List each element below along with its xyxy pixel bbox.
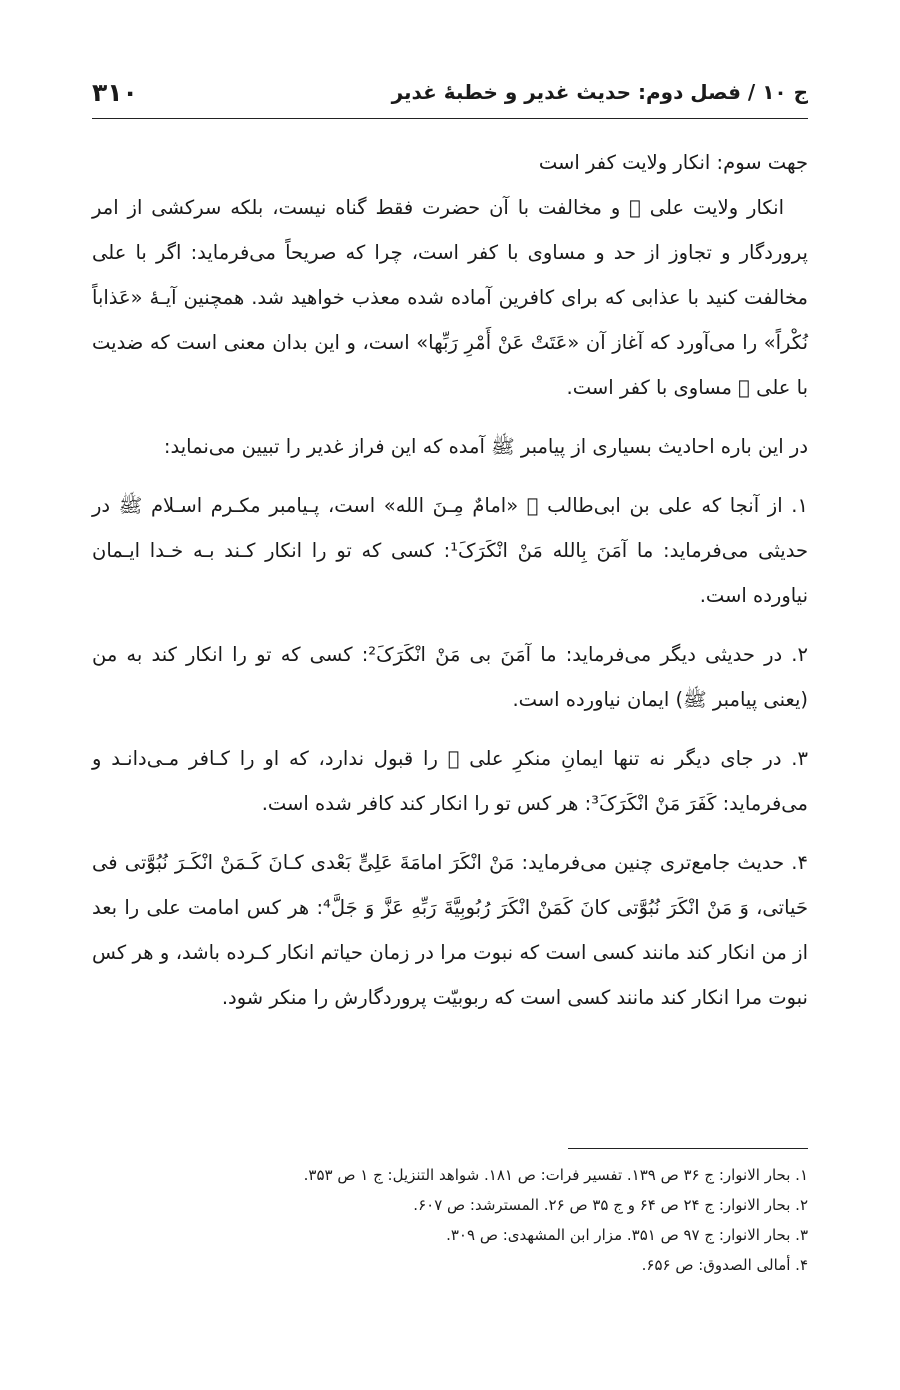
- paragraph-5: ۳. در جای دیگر نه تنها ایمانِ منکرِ علی ﷣ را قبول ندارد، که او را کـافر مـی‌دانـد و می‌فرماید: کَفَرَ مَنْ انْکَرَکَ³: هر کس تو را انکار کند کافر شده است.: [92, 747, 808, 815]
- running-title: ج ۱۰ / فصل دوم: حدیث غدیر و خطبهٔ غدیر: [391, 80, 808, 104]
- book-page: [92, 0, 808, 1390]
- paragraph-4: ۲. در حدیثی دیگر می‌فرماید: ما آمَنَ بی مَنْ انْکَرَکَ²: کسی که تو را انکار کند به من (یعنی پیامبر ﷺ) ایمان نیاورده است.: [92, 643, 808, 711]
- paragraph-2: در این باره احادیث بسیاری از پیامبر ﷺ آمده که این فراز غدیر را تبیین می‌نماید:: [163, 435, 808, 458]
- main-text: [92, 140, 808, 1020]
- footnote-2: ۲. بحار الانوار: ج ۲۴ ص ۶۴ و ج ۳۵ ص ۲۶. المسترشد: ص ۶۰۷.: [413, 1196, 808, 1214]
- footnote-4: ۴. أمالی الصدوق: ص ۶۵۶.: [641, 1256, 808, 1274]
- footnotes: [92, 1160, 808, 1280]
- header-rule: [92, 118, 808, 119]
- paragraph-6: ۴. حدیث جامع‌تری چنین می‌فرماید: مَنْ انْکَرَ امامَةَ عَلِیٍّ بَعْدی کـانَ کَـمَنْ انْکَـرَ نُبُوَّتی فی حَیاتی، وَ مَنْ انْکَرَ نُبُوَّتی کانَ کَمَنْ انْکَرَ رُبُوبِیَّةَ رَبِّهِ عَزَّ وَ جَلَّ⁴: هر کس امامت علی را بعد از من انکار کند مانند کسی است که نبوت مرا در زمان حیاتم انکار کـرده باشد، و هر کس نبوت مرا انکار کند مانند کسی است که ربوبیّت پروردگارش را منکر شود.: [92, 851, 808, 1009]
- section-title: جهت سوم: انکار ولایت کفر است: [538, 151, 808, 174]
- paragraph-3: ۱. از آنجا که علی بن ابی‌طالب ﷣ «امامٌ مِـنَ الله» است، پـیامبر مکـرم اسـلام ﷺ در حدیثی می‌فرماید: ما آمَنَ بِالله مَنْ انْکَرَکَ¹: کسی که تو را انکار کـند بـه خـدا ایـمان نیاورده است.: [92, 494, 808, 607]
- footnote-rule: [568, 1148, 808, 1149]
- page-header: [92, 70, 808, 114]
- footnote-1: ۱. بحار الانوار: ج ۳۶ ص ۱۳۹. تفسیر فرات: ص ۱۸۱. شواهد التنزیل: ج ۱ ص ۳۵۳.: [303, 1166, 808, 1184]
- paragraph-1: انکار ولایت علی ﷣ و مخالفت با آن حضرت فقط گناه نیست، بلکه سرکشی از امر پروردگار و تجاوز از حد و مساوی با کفر است، چرا که صریحاً می‌فرماید: اگر با علی مخالفت کنید با عذابی که برای کافرین آماده شده معذب خواهید شد. همچنین آیـهٔ «عَذاباً نُکْراً» را می‌آورد که آغاز آن «عَتَتْ عَنْ أَمْرِ رَبِّها» است، و این بدان معنی است که ضدیت با علی ﷣ مساوی با کفر است.: [92, 196, 808, 399]
- page-number: ۳۱۰: [92, 77, 138, 107]
- footnote-3: ۳. بحار الانوار: ج ۹۷ ص ۳۵۱. مزار ابن المشهدی: ص ۳۰۹.: [446, 1226, 808, 1244]
